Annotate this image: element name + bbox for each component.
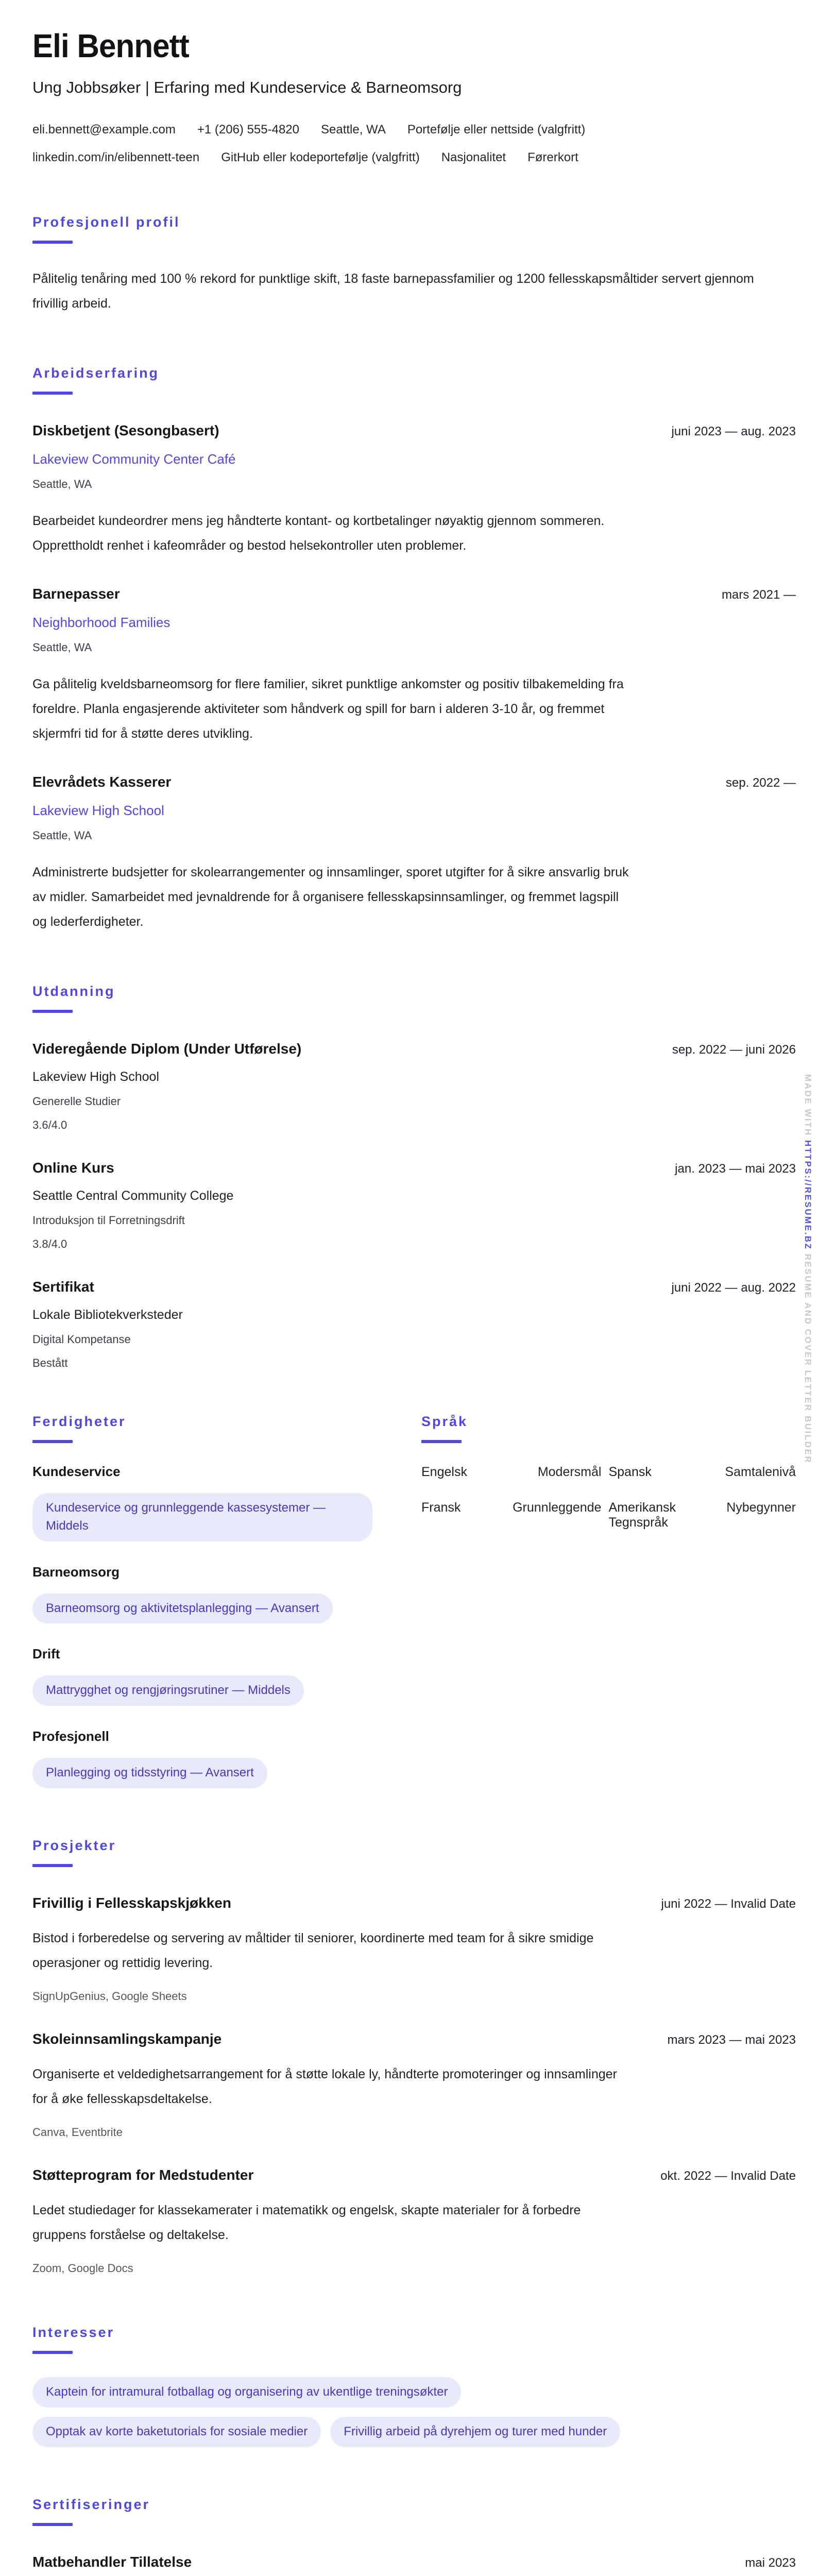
education-school: Lakeview High School — [32, 1070, 159, 1084]
interest-pill: Opptak av korte baketutorials for sosiale medier — [32, 2417, 321, 2447]
section-rule — [421, 1440, 462, 1443]
contact-portfolio-placeholder: Portefølje eller nettside (valgfritt) — [407, 123, 586, 137]
section-profile — [32, 214, 796, 316]
skill-pill: Planlegging og tidsstyring — Avansert — [32, 1758, 267, 1788]
project-description: Organiserte et veldedighetsarrangement for å støtte lokale ly, håndterte promoteringer og innsamlinger for å øke fellesskapsdeltakelse. — [32, 2066, 617, 2106]
certification-head — [32, 2554, 796, 2570]
project-description: Bistod i forberedelse og servering av måltider til seniorer, koordinerte med team for å sikre smidige operasjoner og rettidig levering. — [32, 1930, 594, 1970]
project-item — [32, 2031, 796, 2139]
education-degree: Sertifikat — [32, 1279, 94, 1295]
job-company-link[interactable]: Neighborhood Families — [32, 615, 171, 630]
interest-pill: Frivillig arbeid på dyrehjem og turer med hunder — [330, 2417, 620, 2447]
education-school: Seattle Central Community College — [32, 1189, 234, 1203]
interests-heading: Interesser — [32, 2324, 115, 2340]
project-head — [32, 2031, 796, 2047]
contact-row-1 — [32, 123, 796, 137]
education-dates: juni 2022 — aug. 2022 — [671, 1281, 796, 1295]
project-tools: Zoom, Google Docs — [32, 2261, 133, 2275]
skill-pill: Mattrygghet og rengjøringsrutiner — Middels — [32, 1675, 304, 1706]
section-rule — [32, 2351, 73, 2354]
language-level: Nybegynner — [726, 1500, 796, 1515]
work-heading: Arbeidserfaring — [32, 365, 160, 381]
education-dates: jan. 2023 — mai 2023 — [675, 1162, 796, 1176]
project-title: Skoleinnsamlingskampanje — [32, 2030, 222, 2047]
skills-heading: Ferdigheter — [32, 1414, 126, 1429]
watermark-tagline: RESUME AND COVER LETTER BUILDER — [803, 1250, 813, 1464]
resume-builder-watermark — [803, 1074, 813, 1464]
education-dates: sep. 2022 — juni 2026 — [672, 1043, 796, 1057]
contact-row-2 — [32, 150, 796, 165]
skill-group-label: Kundeservice — [32, 1464, 121, 1479]
project-head — [32, 1895, 796, 1911]
certification-title: Matbehandler Tillatelse — [32, 2553, 192, 2570]
project-head — [32, 2167, 796, 2183]
language-level: Samtalenivå — [725, 1465, 796, 1479]
education-degree: Videregående Diplom (Under Utførelse) — [32, 1041, 302, 1057]
education-field: Introduksjon til Forretningsdrift — [32, 1214, 185, 1227]
section-rule — [32, 392, 73, 395]
language-name: Engelsk — [421, 1465, 467, 1479]
language-name: Fransk — [421, 1500, 461, 1515]
job-company-link[interactable]: Lakeview Community Center Café — [32, 451, 236, 467]
project-title: Frivillig i Fellesskapskjøkken — [32, 1894, 231, 1911]
skill-pill: Kundeservice og grunnleggende kassesystemer — Middels — [32, 1493, 372, 1541]
job-title: Elevrådets Kasserer — [32, 774, 172, 790]
section-rule — [32, 1440, 73, 1443]
section-interests — [32, 2325, 796, 2447]
job-location: Seattle, WA — [32, 641, 92, 654]
language-level: Modersmål — [537, 1465, 602, 1479]
job-title: Diskbetjent (Sesongbasert) — [32, 422, 219, 438]
skill-group-label: Profesjonell — [32, 1728, 109, 1744]
education-gpa: Bestått — [32, 1357, 68, 1369]
education-item — [32, 1160, 796, 1251]
languages-grid — [421, 1465, 796, 1530]
contact-phone: +1 (206) 555-4820 — [197, 123, 299, 137]
section-education — [32, 984, 796, 1370]
contact-nationality-placeholder: Nasjonalitet — [441, 150, 506, 164]
interests-pills — [32, 2377, 702, 2447]
section-projects — [32, 1838, 796, 2275]
candidate-name: Eli Bennett — [32, 27, 189, 64]
profile-text: Pålitelig tenåring med 100 % rekord for punktlige skift, 18 faste barnepassfamilier og 1200 fellesskapsmåltider servert gjennom frivillig arbeid. — [32, 272, 754, 311]
skill-group-label: Drift — [32, 1646, 60, 1662]
projects-heading: Prosjekter — [32, 1837, 116, 1853]
languages-heading: Språk — [421, 1414, 468, 1429]
education-school: Lokale Bibliotekverksteder — [32, 1308, 183, 1322]
section-skills — [32, 1414, 390, 1788]
interest-pill: Kaptein for intramural fotballag og organisering av ukentlige treningsøkter — [32, 2377, 461, 2408]
section-certifications — [32, 2497, 796, 2576]
profile-heading: Profesjonell profil — [32, 214, 180, 230]
job-item — [32, 774, 796, 934]
language-name: Amerikansk Tegnspråk — [608, 1500, 676, 1530]
section-work — [32, 365, 796, 934]
job-location: Seattle, WA — [32, 829, 92, 842]
certification-item — [32, 2554, 796, 2576]
job-dates: juni 2023 — aug. 2023 — [671, 425, 796, 438]
education-degree: Online Kurs — [32, 1160, 114, 1176]
section-rule — [32, 1010, 73, 1013]
contact-location: Seattle, WA — [321, 123, 386, 137]
project-tools: Canva, Eventbrite — [32, 2125, 123, 2139]
job-head — [32, 422, 796, 439]
project-dates: mars 2023 — mai 2023 — [667, 2032, 796, 2047]
job-head — [32, 586, 796, 602]
project-title: Støtteprogram for Medstudenter — [32, 2166, 254, 2183]
education-head — [32, 1160, 796, 1176]
job-head — [32, 774, 796, 790]
education-gpa: 3.6/4.0 — [32, 1118, 67, 1131]
contact-email[interactable]: eli.bennett@example.com — [32, 123, 176, 137]
education-gpa: 3.8/4.0 — [32, 1238, 67, 1250]
education-field: Generelle Studier — [32, 1095, 121, 1108]
education-head — [32, 1041, 796, 1057]
certifications-heading: Sertifiseringer — [32, 2496, 150, 2512]
skill-group-label: Barneomsorg — [32, 1564, 120, 1580]
education-field: Digital Kompetanse — [32, 1333, 131, 1346]
skill-pill: Barneomsorg og aktivitetsplanlegging — Avansert — [32, 1594, 333, 1624]
job-dates: sep. 2022 — — [725, 776, 796, 790]
education-item — [32, 1041, 796, 1132]
section-rule — [32, 1864, 73, 1867]
section-rule — [32, 2523, 73, 2526]
contact-driverslicense-placeholder: Førerkort — [527, 150, 578, 164]
project-description: Ledet studiedager for klassekamerater i matematikk og engelsk, skapte materialer for å forbedre gruppens forståelse og deltakelse. — [32, 2202, 581, 2242]
project-item — [32, 2167, 796, 2275]
watermark-url-link[interactable]: HTTPS://RESUME.BZ — [803, 1140, 813, 1250]
education-heading: Utdanning — [32, 984, 115, 999]
job-dates: mars 2021 — — [721, 588, 796, 602]
project-dates: okt. 2022 — Invalid Date — [660, 2168, 796, 2183]
education-item — [32, 1279, 796, 1370]
candidate-tagline: Ung Jobbsøker | Erfaring med Kundeservice & Barneomsorg — [32, 78, 462, 96]
job-title: Barnepasser — [32, 586, 120, 602]
job-item — [32, 422, 796, 558]
project-dates: juni 2022 — Invalid Date — [661, 1896, 796, 1911]
project-item — [32, 1895, 796, 2003]
job-item — [32, 586, 796, 746]
language-name: Spansk — [608, 1465, 652, 1479]
education-head — [32, 1279, 796, 1295]
contact-github-placeholder: GitHub eller kodeportefølje (valgfritt) — [221, 150, 420, 164]
section-languages — [421, 1414, 796, 1788]
watermark-made-with: MADE WITH — [803, 1074, 813, 1140]
job-description: Bearbeidet kundeordrer mens jeg håndterte kontant- og kortbetalinger nøyaktig gjennom sommeren. Opprettholdt renhet i kafeområder og bestod helsekontroller uten problemer. — [32, 514, 605, 553]
job-location: Seattle, WA — [32, 478, 92, 490]
section-rule — [32, 241, 73, 244]
contact-linkedin[interactable]: linkedin.com/in/elibennett-teen — [32, 150, 200, 164]
certification-date: mai 2023 — [745, 2555, 796, 2570]
language-level: Grunnleggende — [513, 1500, 602, 1515]
job-company-link[interactable]: Lakeview High School — [32, 803, 164, 818]
project-tools: SignUpGenius, Google Sheets — [32, 1989, 187, 2003]
job-description: Administrerte budsjetter for skolearrangementer og innsamlinger, sporet utgifter for å sikre ansvarlig bruk av midler. Samarbeidet med jevnaldrende for å organisere fellesskapsinnsamlinger, og fremmet lagspill og lederferdigheter. — [32, 865, 629, 929]
job-description: Ga pålitelig kveldsbarneomsorg for flere familier, sikret punktlige ankomster og positiv tilbakemelding fra foreldre. Planla engasjerende aktiviteter som håndverk og spill for barn i alderen 3-10 år, og fremmet skjermfri tid for å støtte deres utvikling. — [32, 677, 624, 741]
skills-languages-columns — [32, 1414, 796, 1788]
